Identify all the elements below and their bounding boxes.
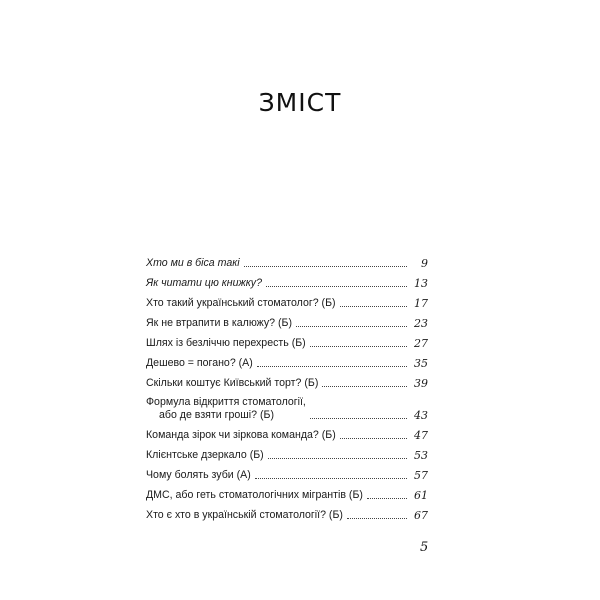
toc-entry-page: 27 bbox=[414, 337, 428, 350]
table-of-contents bbox=[146, 250, 428, 522]
leader-dots bbox=[340, 306, 407, 307]
toc-entry-page: 53 bbox=[414, 449, 428, 462]
toc-entry-page: 23 bbox=[414, 317, 428, 330]
toc-entry-page: 47 bbox=[414, 429, 428, 442]
toc-entry-title: Хто ми в біса такі bbox=[146, 257, 240, 269]
toc-entry-page: 9 bbox=[421, 257, 428, 270]
toc-entry-title: Дешево = погано? (А) bbox=[146, 357, 253, 369]
toc-entry-title: Як читати цю книжку? bbox=[146, 277, 262, 289]
toc-entry-title: Чому болять зуби (А) bbox=[146, 469, 251, 481]
toc-entry bbox=[146, 482, 428, 502]
leader-dots bbox=[310, 418, 407, 419]
leader-dots bbox=[367, 498, 407, 499]
leader-dots bbox=[268, 458, 407, 459]
toc-entry-page: 67 bbox=[414, 509, 428, 522]
toc-entry bbox=[146, 370, 428, 390]
toc-entry bbox=[146, 270, 428, 290]
toc-entry-title-line2: або де взяти гроші? (Б) bbox=[159, 409, 274, 421]
leader-dots bbox=[322, 386, 407, 387]
leader-dots bbox=[310, 346, 407, 347]
toc-entry-title: Команда зірок чи зіркова команда? (Б) bbox=[146, 429, 336, 441]
toc-entry-title: Скільки коштує Київський торт? (Б) bbox=[146, 377, 319, 389]
toc-entry-title bbox=[146, 396, 306, 422]
toc-entry bbox=[146, 442, 428, 462]
toc-entry-title: Хто такий український стоматолог? (Б) bbox=[146, 297, 336, 309]
leader-dots bbox=[244, 266, 407, 267]
toc-entry bbox=[146, 330, 428, 350]
toc-entry-title: Хто є хто в українській стоматології? (Б) bbox=[146, 509, 343, 521]
toc-entry-page: 61 bbox=[414, 489, 428, 502]
toc-entry-page: 13 bbox=[414, 277, 428, 290]
toc-entry-page: 39 bbox=[414, 377, 428, 390]
toc-entry bbox=[146, 390, 428, 422]
toc-entry-title: ДМС, або геть стоматологічних мігрантів (Б) bbox=[146, 489, 363, 501]
leader-dots bbox=[296, 326, 407, 327]
toc-entry-page: 43 bbox=[414, 409, 428, 422]
toc-entry-page: 35 bbox=[414, 357, 428, 370]
toc-entry-page: 17 bbox=[414, 297, 428, 310]
toc-entry-title: Як не втрапити в калюжу? (Б) bbox=[146, 317, 292, 329]
toc-entry bbox=[146, 310, 428, 330]
leader-dots bbox=[255, 478, 407, 479]
leader-dots bbox=[257, 366, 407, 367]
toc-entry bbox=[146, 250, 428, 270]
toc-entry-title-line1: Формула відкриття стоматології, bbox=[146, 396, 306, 408]
toc-entry-page: 57 bbox=[414, 469, 428, 482]
toc-entry-title: Шлях із безліччю перехресть (Б) bbox=[146, 337, 306, 349]
page-title: ЗМІСТ bbox=[258, 88, 342, 117]
toc-entry bbox=[146, 462, 428, 482]
toc-entry bbox=[146, 290, 428, 310]
leader-dots bbox=[340, 438, 407, 439]
leader-dots bbox=[347, 518, 407, 519]
toc-entry-title: Клієнтське дзеркало (Б) bbox=[146, 449, 264, 461]
page-number: 5 bbox=[420, 540, 429, 555]
toc-entry bbox=[146, 502, 428, 522]
toc-entry bbox=[146, 422, 428, 442]
leader-dots bbox=[266, 286, 407, 287]
toc-entry bbox=[146, 350, 428, 370]
